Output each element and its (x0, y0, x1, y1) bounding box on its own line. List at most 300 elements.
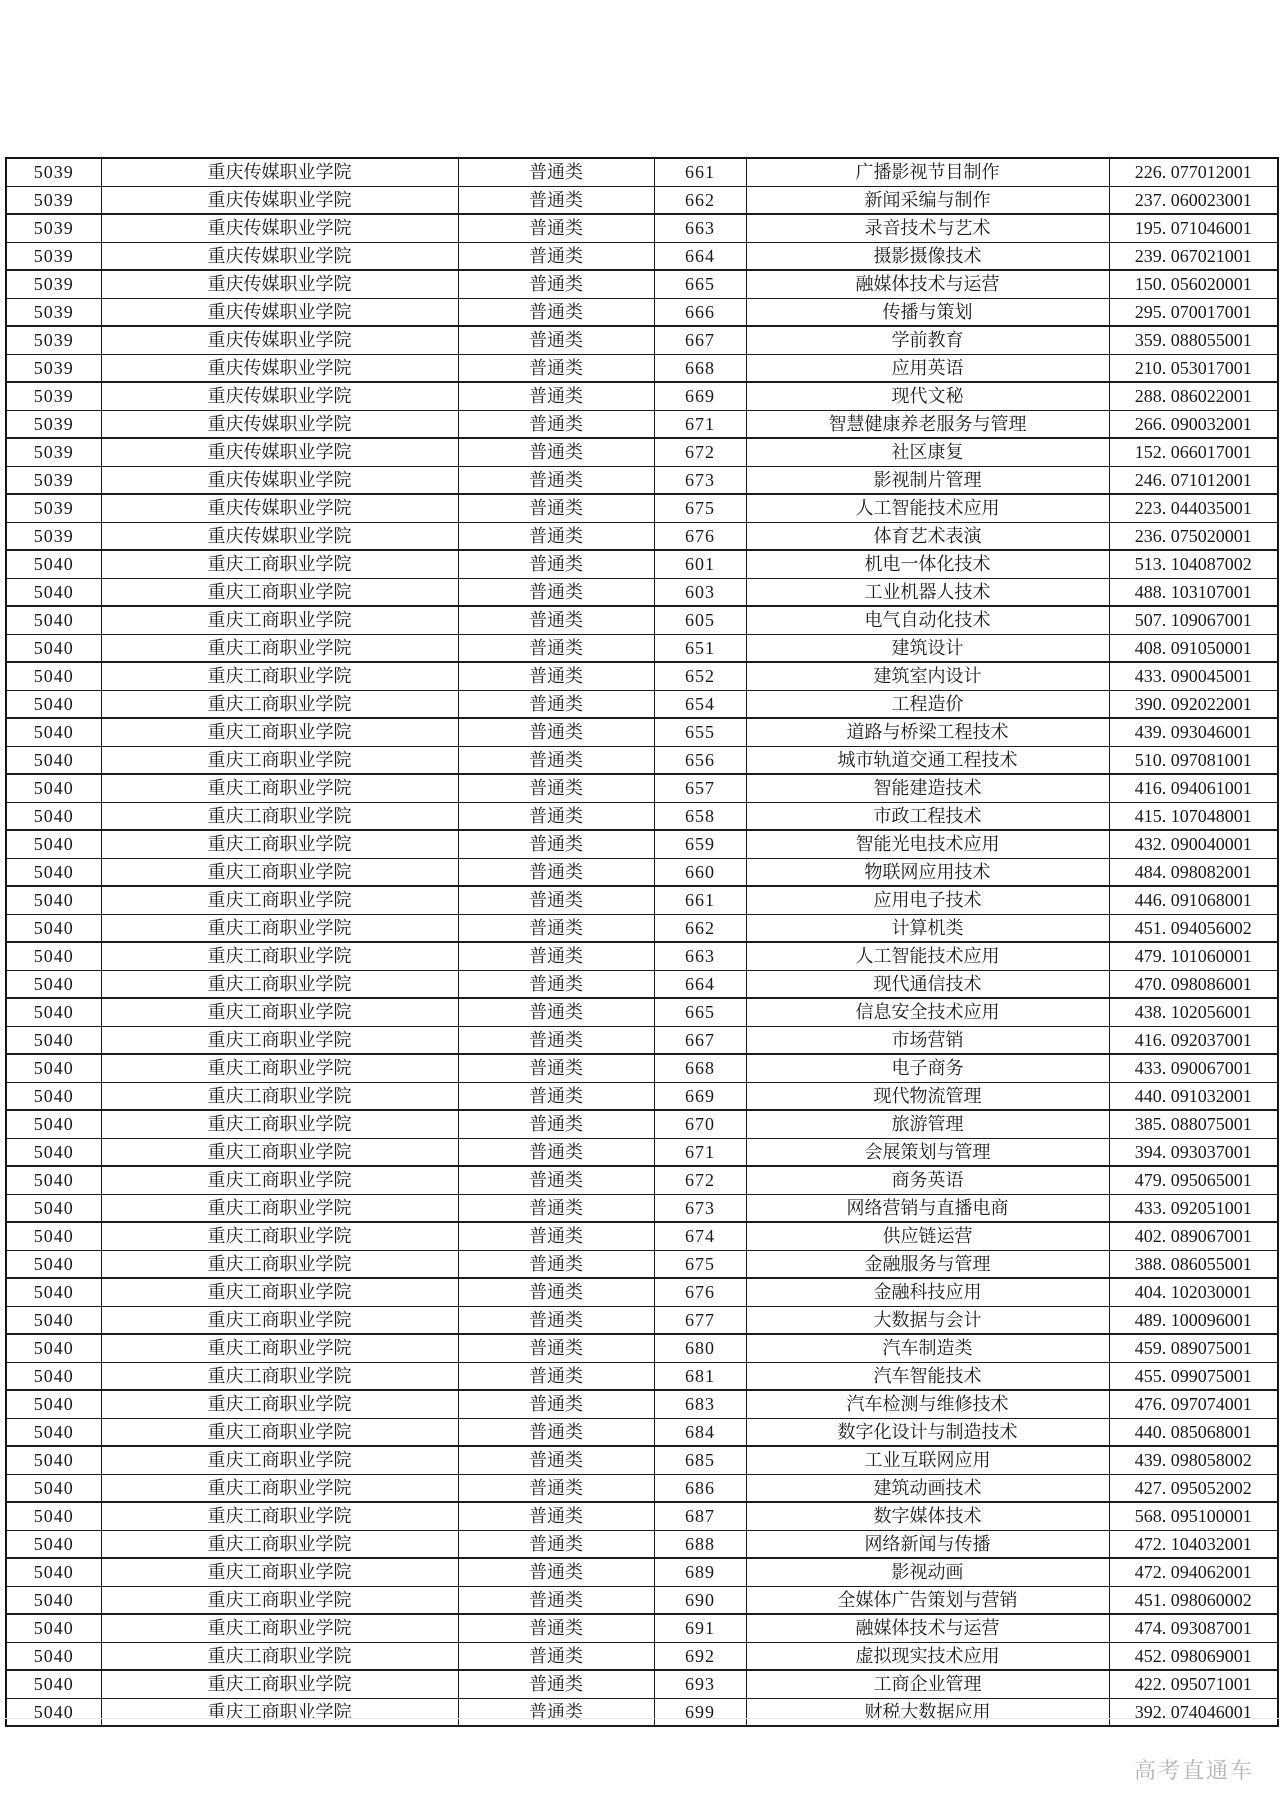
cell-major-code: 684 (654, 1418, 746, 1446)
cell-category: 普通类 (458, 1418, 654, 1446)
cell-major-code: 660 (654, 858, 746, 886)
cell-score: 439. 098058002 (1109, 1446, 1278, 1474)
cell-major-name: 数字媒体技术 (746, 1502, 1109, 1530)
cell-score: 472. 094062001 (1109, 1558, 1278, 1586)
cell-major-name: 汽车检测与维修技术 (746, 1390, 1109, 1418)
cell-score: 459. 089075001 (1109, 1334, 1278, 1362)
cell-major-name: 电子商务 (746, 1054, 1109, 1082)
cell-major-name: 人工智能技术应用 (746, 494, 1109, 522)
cell-college-code: 5040 (6, 718, 101, 746)
cell-score: 440. 091032001 (1109, 1082, 1278, 1110)
cell-score: 415. 107048001 (1109, 802, 1278, 830)
cell-college-code: 5040 (6, 1502, 101, 1530)
table-row (6, 1054, 1278, 1082)
cell-major-code: 673 (654, 466, 746, 494)
cell-college-name: 重庆工商职业学院 (101, 1082, 458, 1110)
cell-major-name: 网络营销与直播电商 (746, 1194, 1109, 1222)
table-row (6, 1250, 1278, 1278)
table-row (6, 914, 1278, 942)
cell-score: 440. 085068001 (1109, 1418, 1278, 1446)
cell-college-code: 5039 (6, 410, 101, 438)
cell-score: 226. 077012001 (1109, 158, 1278, 186)
cell-category: 普通类 (458, 606, 654, 634)
cell-major-code: 654 (654, 690, 746, 718)
cell-college-code: 5040 (6, 1614, 101, 1642)
cell-score: 432. 090040001 (1109, 830, 1278, 858)
table-row (6, 466, 1278, 494)
cell-college-code: 5040 (6, 1558, 101, 1586)
cell-college-code: 5040 (6, 1222, 101, 1250)
cell-major-code: 699 (654, 1698, 746, 1726)
cell-category: 普通类 (458, 634, 654, 662)
cell-category: 普通类 (458, 298, 654, 326)
cell-category: 普通类 (458, 1054, 654, 1082)
cell-college-code: 5040 (6, 1278, 101, 1306)
cell-major-code: 668 (654, 354, 746, 382)
cell-college-name: 重庆传媒职业学院 (101, 382, 458, 410)
cell-major-name: 工业机器人技术 (746, 578, 1109, 606)
cell-score: 390. 092022001 (1109, 690, 1278, 718)
cell-college-code: 5040 (6, 1474, 101, 1502)
cell-major-code: 664 (654, 970, 746, 998)
cell-category: 普通类 (458, 662, 654, 690)
table-row (6, 942, 1278, 970)
cell-score: 150. 056020001 (1109, 270, 1278, 298)
cell-category: 普通类 (458, 774, 654, 802)
cell-major-name: 商务英语 (746, 1166, 1109, 1194)
cell-category: 普通类 (458, 1250, 654, 1278)
cell-college-code: 5040 (6, 774, 101, 802)
cell-score: 568. 095100001 (1109, 1502, 1278, 1530)
cell-college-name: 重庆工商职业学院 (101, 1614, 458, 1642)
cell-category: 普通类 (458, 466, 654, 494)
cell-category: 普通类 (458, 242, 654, 270)
cell-major-name: 现代通信技术 (746, 970, 1109, 998)
bottom-divider (0, 1718, 1280, 1719)
cell-major-name: 网络新闻与传播 (746, 1530, 1109, 1558)
cell-score: 416. 092037001 (1109, 1026, 1278, 1054)
cell-major-code: 661 (654, 158, 746, 186)
cell-category: 普通类 (458, 214, 654, 242)
cell-college-code: 5040 (6, 690, 101, 718)
table-row (6, 1110, 1278, 1138)
cell-category: 普通类 (458, 522, 654, 550)
cell-score: 474. 093087001 (1109, 1614, 1278, 1642)
table-row (6, 1586, 1278, 1614)
cell-major-name: 现代物流管理 (746, 1082, 1109, 1110)
cell-major-code: 667 (654, 1026, 746, 1054)
cell-college-name: 重庆工商职业学院 (101, 1166, 458, 1194)
cell-major-name: 金融科技应用 (746, 1278, 1109, 1306)
cell-college-name: 重庆传媒职业学院 (101, 522, 458, 550)
cell-major-name: 数字化设计与制造技术 (746, 1418, 1109, 1446)
cell-score: 476. 097074001 (1109, 1390, 1278, 1418)
cell-category: 普通类 (458, 746, 654, 774)
table-row (6, 326, 1278, 354)
table-row (6, 1334, 1278, 1362)
cell-college-code: 5040 (6, 578, 101, 606)
cell-category: 普通类 (458, 1026, 654, 1054)
cell-major-code: 668 (654, 1054, 746, 1082)
cell-college-name: 重庆工商职业学院 (101, 970, 458, 998)
cell-score: 422. 095071001 (1109, 1670, 1278, 1698)
cell-category: 普通类 (458, 270, 654, 298)
cell-major-code: 676 (654, 522, 746, 550)
cell-major-code: 681 (654, 1362, 746, 1390)
cell-major-name: 虚拟现实技术应用 (746, 1642, 1109, 1670)
cell-college-code: 5040 (6, 1390, 101, 1418)
cell-major-code: 692 (654, 1642, 746, 1670)
cell-category: 普通类 (458, 1362, 654, 1390)
cell-score: 452. 098069001 (1109, 1642, 1278, 1670)
table-row (6, 1082, 1278, 1110)
table-row (6, 1418, 1278, 1446)
table-row (6, 1390, 1278, 1418)
cell-college-name: 重庆工商职业学院 (101, 1586, 458, 1614)
cell-college-code: 5040 (6, 1586, 101, 1614)
cell-major-name: 计算机类 (746, 914, 1109, 942)
cell-category: 普通类 (458, 886, 654, 914)
cell-major-code: 605 (654, 606, 746, 634)
cell-major-name: 建筑动画技术 (746, 1474, 1109, 1502)
table-row (6, 186, 1278, 214)
cell-score: 433. 090067001 (1109, 1054, 1278, 1082)
cell-major-code: 674 (654, 1222, 746, 1250)
cell-category: 普通类 (458, 438, 654, 466)
cell-major-name: 智慧健康养老服务与管理 (746, 410, 1109, 438)
table-row (6, 774, 1278, 802)
cell-score: 288. 086022001 (1109, 382, 1278, 410)
cell-major-code: 601 (654, 550, 746, 578)
table-row (6, 1362, 1278, 1390)
cell-category: 普通类 (458, 1110, 654, 1138)
cell-college-name: 重庆传媒职业学院 (101, 242, 458, 270)
cell-category: 普通类 (458, 1586, 654, 1614)
cell-major-code: 688 (654, 1530, 746, 1558)
cell-category: 普通类 (458, 1614, 654, 1642)
table-row (6, 802, 1278, 830)
cell-college-code: 5039 (6, 466, 101, 494)
cell-major-name: 机电一体化技术 (746, 550, 1109, 578)
table-row (6, 886, 1278, 914)
cell-college-code: 5040 (6, 1250, 101, 1278)
cell-college-name: 重庆工商职业学院 (101, 634, 458, 662)
cell-major-name: 应用电子技术 (746, 886, 1109, 914)
cell-college-name: 重庆工商职业学院 (101, 998, 458, 1026)
cell-college-name: 重庆工商职业学院 (101, 690, 458, 718)
cell-major-name: 传播与策划 (746, 298, 1109, 326)
cell-major-code: 671 (654, 410, 746, 438)
cell-major-code: 658 (654, 802, 746, 830)
cell-category: 普通类 (458, 1082, 654, 1110)
cell-college-name: 重庆工商职业学院 (101, 1642, 458, 1670)
cell-college-code: 5040 (6, 970, 101, 998)
cell-score: 402. 089067001 (1109, 1222, 1278, 1250)
table-row (6, 606, 1278, 634)
cell-college-name: 重庆工商职业学院 (101, 606, 458, 634)
cell-score: 455. 099075001 (1109, 1362, 1278, 1390)
cell-major-name: 学前教育 (746, 326, 1109, 354)
cell-college-code: 5039 (6, 382, 101, 410)
table-row (6, 270, 1278, 298)
cell-major-name: 智能建造技术 (746, 774, 1109, 802)
cell-major-name: 工业互联网应用 (746, 1446, 1109, 1474)
cell-score: 439. 093046001 (1109, 718, 1278, 746)
cell-major-name: 新闻采编与制作 (746, 186, 1109, 214)
table-row (6, 1558, 1278, 1586)
table-row (6, 1446, 1278, 1474)
cell-major-code: 683 (654, 1390, 746, 1418)
cell-score: 210. 053017001 (1109, 354, 1278, 382)
cell-college-code: 5040 (6, 634, 101, 662)
cell-score: 433. 090045001 (1109, 662, 1278, 690)
cell-score: 152. 066017001 (1109, 438, 1278, 466)
cell-score: 479. 101060001 (1109, 942, 1278, 970)
cell-college-name: 重庆工商职业学院 (101, 1446, 458, 1474)
cell-major-name: 旅游管理 (746, 1110, 1109, 1138)
cell-category: 普通类 (458, 830, 654, 858)
cell-score: 507. 109067001 (1109, 606, 1278, 634)
cell-major-name: 录音技术与艺术 (746, 214, 1109, 242)
cell-major-code: 672 (654, 438, 746, 466)
cell-score: 451. 098060002 (1109, 1586, 1278, 1614)
cell-college-code: 5040 (6, 1698, 101, 1726)
cell-college-code: 5040 (6, 1138, 101, 1166)
cell-category: 普通类 (458, 1166, 654, 1194)
cell-category: 普通类 (458, 186, 654, 214)
cell-major-code: 652 (654, 662, 746, 690)
cell-college-code: 5040 (6, 1166, 101, 1194)
cell-major-name: 应用英语 (746, 354, 1109, 382)
cell-college-name: 重庆工商职业学院 (101, 830, 458, 858)
cell-college-code: 5040 (6, 1446, 101, 1474)
table-row (6, 1502, 1278, 1530)
table-row (6, 354, 1278, 382)
cell-category: 普通类 (458, 1642, 654, 1670)
cell-major-code: 687 (654, 1502, 746, 1530)
cell-major-name: 物联网应用技术 (746, 858, 1109, 886)
cell-college-code: 5040 (6, 1642, 101, 1670)
cell-category: 普通类 (458, 1138, 654, 1166)
cell-score: 195. 071046001 (1109, 214, 1278, 242)
cell-score: 470. 098086001 (1109, 970, 1278, 998)
table-row (6, 158, 1278, 186)
cell-major-name: 电气自动化技术 (746, 606, 1109, 634)
cell-score: 451. 094056002 (1109, 914, 1278, 942)
cell-college-name: 重庆传媒职业学院 (101, 438, 458, 466)
cell-major-code: 672 (654, 1166, 746, 1194)
table-row (6, 858, 1278, 886)
table-row (6, 998, 1278, 1026)
cell-major-name: 信息安全技术应用 (746, 998, 1109, 1026)
cell-college-name: 重庆传媒职业学院 (101, 494, 458, 522)
cell-college-name: 重庆工商职业学院 (101, 1194, 458, 1222)
cell-college-code: 5039 (6, 522, 101, 550)
cell-major-code: 657 (654, 774, 746, 802)
cell-major-code: 671 (654, 1138, 746, 1166)
cell-category: 普通类 (458, 494, 654, 522)
cell-category: 普通类 (458, 942, 654, 970)
cell-college-code: 5040 (6, 550, 101, 578)
cell-college-code: 5040 (6, 662, 101, 690)
cell-category: 普通类 (458, 1334, 654, 1362)
cell-major-code: 673 (654, 1194, 746, 1222)
cell-college-code: 5039 (6, 354, 101, 382)
cell-category: 普通类 (458, 410, 654, 438)
cell-major-code: 663 (654, 942, 746, 970)
cell-major-name: 市场营销 (746, 1026, 1109, 1054)
cell-score: 489. 100096001 (1109, 1306, 1278, 1334)
cell-category: 普通类 (458, 802, 654, 830)
cell-major-code: 662 (654, 914, 746, 942)
cell-score: 246. 071012001 (1109, 466, 1278, 494)
cell-major-code: 663 (654, 214, 746, 242)
cell-college-name: 重庆工商职业学院 (101, 886, 458, 914)
cell-major-code: 670 (654, 1110, 746, 1138)
cell-major-code: 659 (654, 830, 746, 858)
table-body (6, 158, 1278, 1726)
cell-college-code: 5040 (6, 830, 101, 858)
cell-major-name: 现代文秘 (746, 382, 1109, 410)
cell-college-name: 重庆传媒职业学院 (101, 466, 458, 494)
cell-score: 392. 074046001 (1109, 1698, 1278, 1726)
cell-score: 295. 070017001 (1109, 298, 1278, 326)
cell-major-name: 影视制片管理 (746, 466, 1109, 494)
cell-college-name: 重庆工商职业学院 (101, 578, 458, 606)
cell-college-code: 5040 (6, 1362, 101, 1390)
cell-college-name: 重庆工商职业学院 (101, 1054, 458, 1082)
cell-category: 普通类 (458, 690, 654, 718)
cell-major-code: 693 (654, 1670, 746, 1698)
cell-major-name: 会展策划与管理 (746, 1138, 1109, 1166)
cell-category: 普通类 (458, 914, 654, 942)
cell-college-name: 重庆传媒职业学院 (101, 298, 458, 326)
cell-major-name: 工商企业管理 (746, 1670, 1109, 1698)
cell-major-code: 691 (654, 1614, 746, 1642)
cell-college-name: 重庆工商职业学院 (101, 774, 458, 802)
cell-category: 普通类 (458, 158, 654, 186)
cell-major-code: 656 (654, 746, 746, 774)
cell-major-code: 665 (654, 998, 746, 1026)
cell-college-name: 重庆工商职业学院 (101, 914, 458, 942)
cell-major-code: 664 (654, 242, 746, 270)
cell-category: 普通类 (458, 382, 654, 410)
cell-major-name: 道路与桥梁工程技术 (746, 718, 1109, 746)
cell-major-code: 662 (654, 186, 746, 214)
cell-score: 236. 075020001 (1109, 522, 1278, 550)
cell-college-code: 5040 (6, 802, 101, 830)
cell-college-name: 重庆工商职业学院 (101, 550, 458, 578)
cell-score: 239. 067021001 (1109, 242, 1278, 270)
cell-college-name: 重庆工商职业学院 (101, 1474, 458, 1502)
table-row (6, 970, 1278, 998)
cell-score: 404. 102030001 (1109, 1278, 1278, 1306)
cell-major-name: 城市轨道交通工程技术 (746, 746, 1109, 774)
cell-major-code: 685 (654, 1446, 746, 1474)
cell-college-code: 5040 (6, 942, 101, 970)
cell-college-code: 5039 (6, 158, 101, 186)
cell-college-name: 重庆工商职业学院 (101, 858, 458, 886)
cell-college-name: 重庆工商职业学院 (101, 1362, 458, 1390)
cell-college-code: 5040 (6, 914, 101, 942)
cell-major-code: 669 (654, 1082, 746, 1110)
cell-score: 388. 086055001 (1109, 1250, 1278, 1278)
table-row (6, 382, 1278, 410)
cell-major-code: 669 (654, 382, 746, 410)
table-row (6, 1614, 1278, 1642)
table-row (6, 1138, 1278, 1166)
table-row (6, 1222, 1278, 1250)
cell-category: 普通类 (458, 1306, 654, 1334)
cell-category: 普通类 (458, 1390, 654, 1418)
cell-college-name: 重庆工商职业学院 (101, 1138, 458, 1166)
table-row (6, 578, 1278, 606)
table-row (6, 1194, 1278, 1222)
cell-score: 510. 097081001 (1109, 746, 1278, 774)
cell-major-code: 655 (654, 718, 746, 746)
cell-category: 普通类 (458, 858, 654, 886)
cell-category: 普通类 (458, 1222, 654, 1250)
table-row (6, 1670, 1278, 1698)
cell-score: 472. 104032001 (1109, 1530, 1278, 1558)
cell-college-name: 重庆工商职业学院 (101, 1110, 458, 1138)
table-row (6, 1530, 1278, 1558)
cell-major-name: 人工智能技术应用 (746, 942, 1109, 970)
cell-college-code: 5039 (6, 326, 101, 354)
cell-score: 484. 098082001 (1109, 858, 1278, 886)
table-row (6, 1306, 1278, 1334)
cell-score: 385. 088075001 (1109, 1110, 1278, 1138)
table-row (6, 214, 1278, 242)
cell-college-name: 重庆工商职业学院 (101, 1250, 458, 1278)
watermark: 高考直通车 (1133, 1758, 1254, 1783)
cell-college-code: 5040 (6, 1082, 101, 1110)
cell-score: 266. 090032001 (1109, 410, 1278, 438)
cell-category: 普通类 (458, 1530, 654, 1558)
cell-major-name: 建筑设计 (746, 634, 1109, 662)
cell-major-name: 社区康复 (746, 438, 1109, 466)
cell-college-name: 重庆传媒职业学院 (101, 354, 458, 382)
cell-college-name: 重庆传媒职业学院 (101, 158, 458, 186)
cell-college-code: 5040 (6, 998, 101, 1026)
cell-score: 446. 091068001 (1109, 886, 1278, 914)
cell-college-name: 重庆工商职业学院 (101, 1502, 458, 1530)
table-row (6, 746, 1278, 774)
cell-major-name: 融媒体技术与运营 (746, 270, 1109, 298)
cell-major-code: 667 (654, 326, 746, 354)
cell-major-name: 融媒体技术与运营 (746, 1614, 1109, 1642)
cell-college-code: 5040 (6, 1194, 101, 1222)
cell-major-name: 财税大数据应用 (746, 1698, 1109, 1726)
table-row (6, 522, 1278, 550)
cell-major-name: 广播影视节目制作 (746, 158, 1109, 186)
cell-college-name: 重庆工商职业学院 (101, 1418, 458, 1446)
cell-college-name: 重庆工商职业学院 (101, 1530, 458, 1558)
cell-college-name: 重庆工商职业学院 (101, 1390, 458, 1418)
cell-score: 513. 104087002 (1109, 550, 1278, 578)
cell-college-code: 5040 (6, 858, 101, 886)
cell-major-code: 665 (654, 270, 746, 298)
cell-college-name: 重庆传媒职业学院 (101, 186, 458, 214)
cell-major-name: 汽车智能技术 (746, 1362, 1109, 1390)
cell-category: 普通类 (458, 1278, 654, 1306)
cell-score: 479. 095065001 (1109, 1166, 1278, 1194)
cell-college-name: 重庆工商职业学院 (101, 1334, 458, 1362)
table-row (6, 1166, 1278, 1194)
cell-college-name: 重庆工商职业学院 (101, 1306, 458, 1334)
cell-college-code: 5039 (6, 438, 101, 466)
cell-major-code: 675 (654, 494, 746, 522)
